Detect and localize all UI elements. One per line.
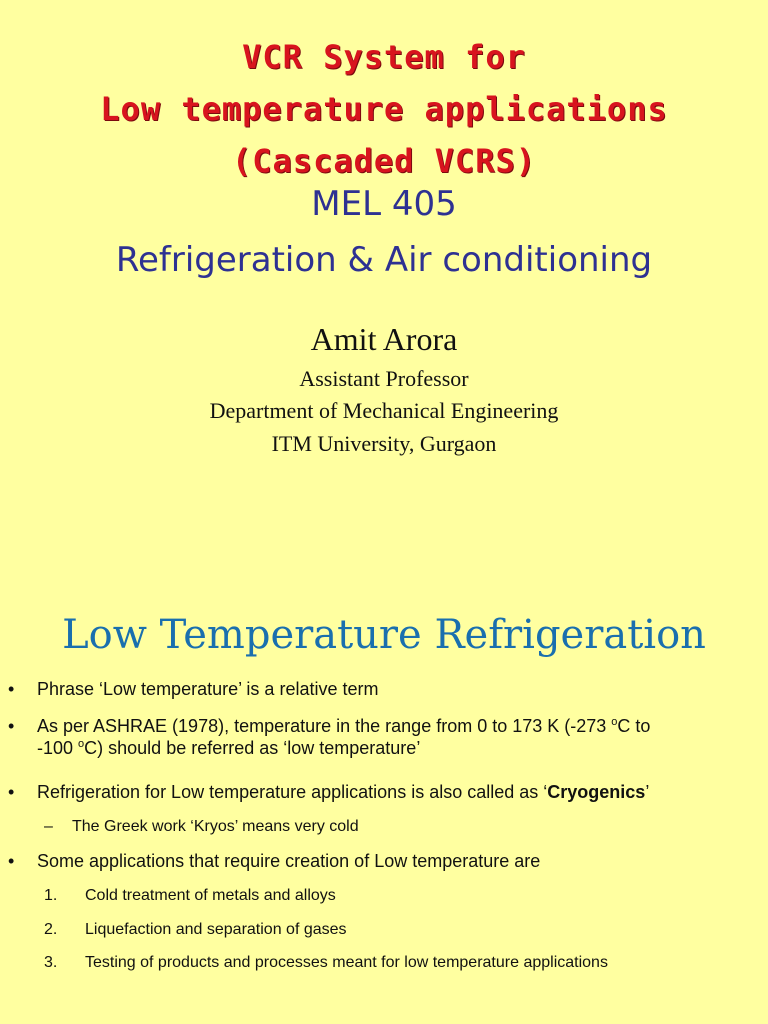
bullet-text-part: -100 [37, 738, 79, 758]
dash-icon: – [44, 818, 53, 835]
course-code: MEL 405 [311, 184, 457, 224]
bullet-text: Some applications that require creation of Low temperature are [37, 851, 541, 871]
bullet-text-part: C to [617, 716, 651, 736]
bullet-text-part: C) should be referred as ‘low temperature’ [84, 738, 421, 758]
bullet-text-part: As per ASHRAE (1978), temperature in the range from 0 to 173 K (-273 [37, 716, 612, 736]
sub-item-text: The Greek work ‘Kryos’ means very cold [72, 818, 359, 835]
content-slide [0, 604, 768, 1024]
superscript: o [78, 738, 85, 750]
bullet-text-part: ’ [645, 782, 650, 802]
item-text: Testing of products and processes meant for low temperature applications [85, 954, 608, 971]
item-number: 2. [44, 921, 58, 938]
title-line-3: (Cascaded VCRS) [232, 142, 536, 180]
bullet-icon: • [8, 679, 15, 699]
author-name: Amit Arora [310, 321, 458, 357]
slide-heading: Low Temperature Refrigeration [62, 612, 706, 658]
bullet-icon: • [8, 851, 15, 871]
bullet-text [37, 781, 763, 803]
author-role: Assistant Professor [299, 366, 469, 391]
title-line-2: Low temperature applications [100, 90, 668, 128]
title-line-1: VCR System for [242, 38, 526, 76]
item-number: 1. [44, 887, 58, 904]
course-name: Refrigeration & Air conditioning [115, 240, 653, 280]
bullet-icon: • [8, 782, 15, 802]
bullet-text: Phrase ‘Low temperature’ is a relative term [37, 679, 379, 699]
bullet-icon: • [8, 716, 15, 736]
item-text: Cold treatment of metals and alloys [85, 887, 336, 904]
bold-term: Cryogenics [547, 782, 646, 802]
author-university: ITM University, Gurgaon [271, 431, 497, 456]
superscript: o [611, 716, 618, 728]
bullet-text [37, 715, 763, 759]
author-department: Department of Mechanical Engineering [209, 398, 559, 423]
item-number: 3. [44, 954, 58, 971]
bullet-text-part: Refrigeration for Low temperature applications is also called as ‘ [37, 782, 548, 802]
item-text: Liquefaction and separation of gases [85, 921, 347, 938]
